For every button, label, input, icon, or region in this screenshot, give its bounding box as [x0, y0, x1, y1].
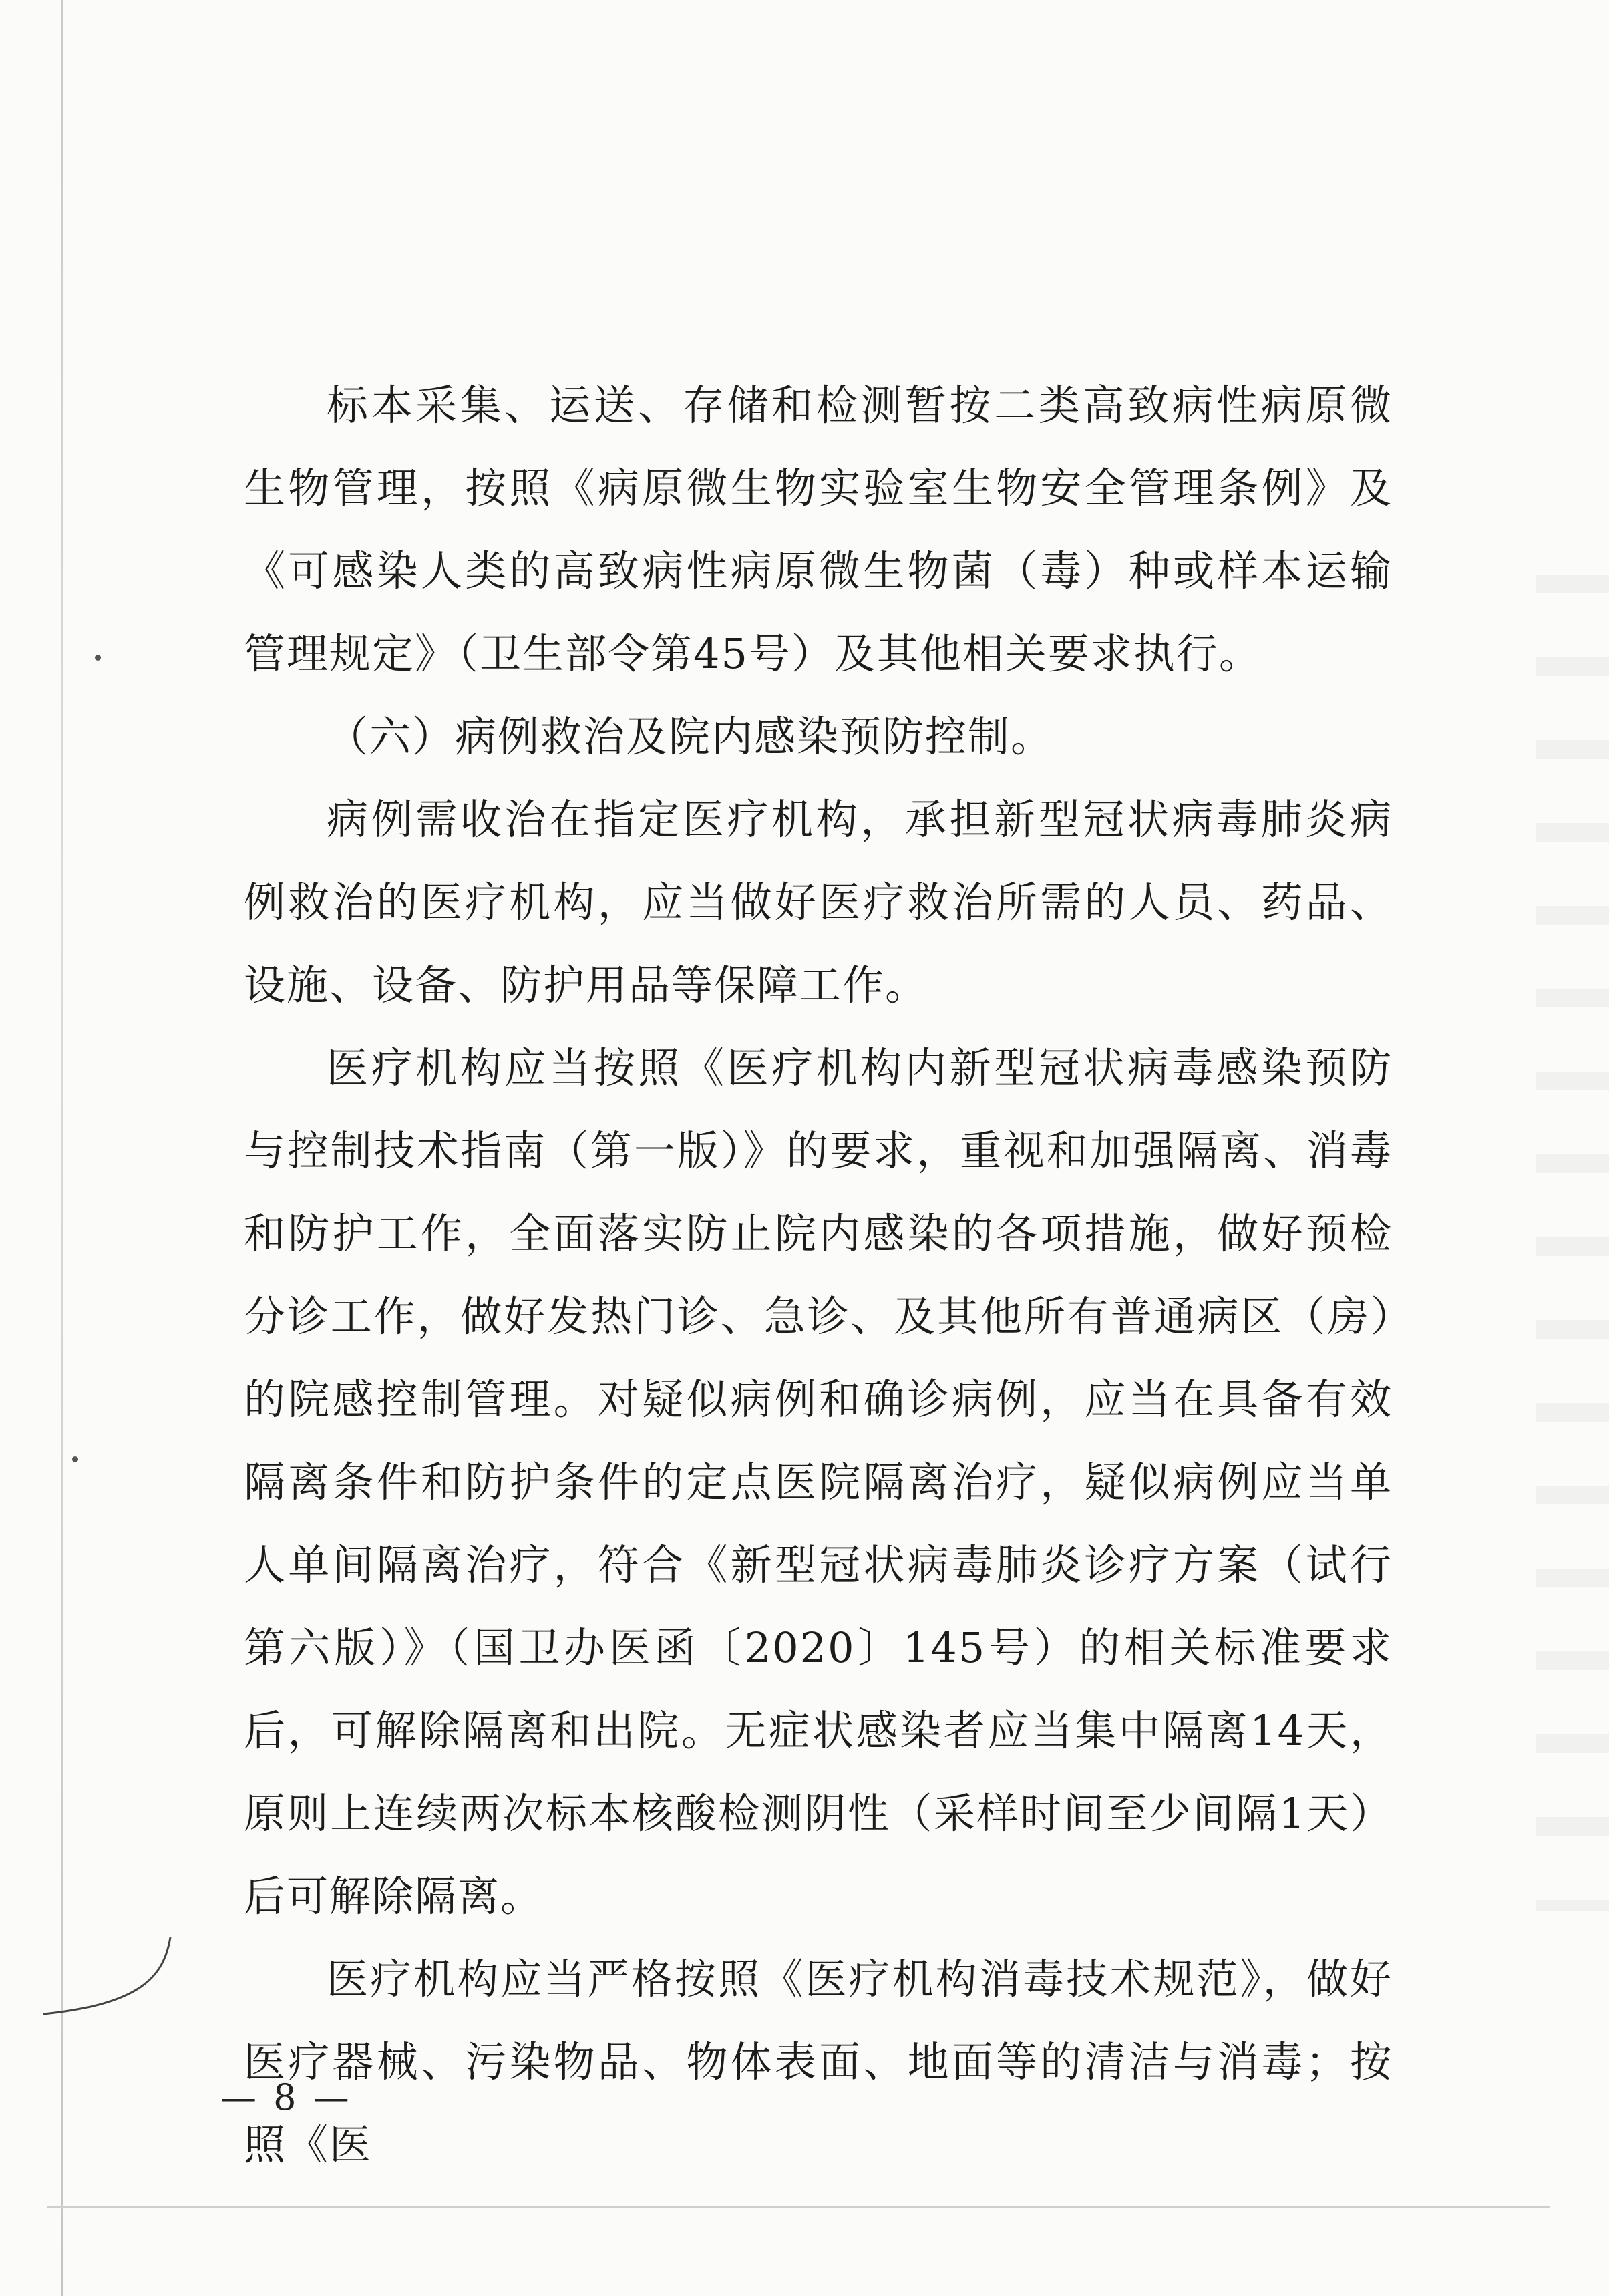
scan-speck	[95, 655, 101, 661]
paragraph-disinfection: 医疗机构应当严格按照《医疗机构消毒技术规范》，做好医疗器械、污染物品、物体表面、地面等的清洁与消毒；按照《医	[244, 1955, 1393, 2169]
scan-speck	[72, 1456, 78, 1462]
paragraph-infection-control: 医疗机构应当按照《医疗机构内新型冠状病毒感染预防与控制技术指南（第一版）》的要求，重视和加强隔离、消毒和防护工作，全面落实防止院内感染的各项措施，做好预检分诊工作，做好发热门诊、急诊、及其他所有普通病区（房）的院感控制管理。对疑似病例和确诊病例，应当在具备有效隔离条件和防护条件的定点医院隔离治疗，疑似病例应当单人单间隔离治疗，符合《新型冠状病毒肺炎诊疗方案（试行第六版）》（国卫办医函〔2020〕145号）的相关标准要求后，可解除隔离和出院。无症状感染者应当集中隔离14天，原则上连续两次标本核酸检测阴性（采样时间至少间隔1天）后可解除隔离。	[244, 1043, 1393, 1921]
page-number: — 8 —	[220, 2076, 352, 2118]
show-through-shadow	[1536, 575, 1609, 1911]
pen-mark-curve	[40, 1931, 180, 2024]
paragraph-specimen-management: 标本采集、运送、存储和检测暂按二类高致病性病原微生物管理，按照《病原微生物实验室生物安全管理条例》及《可感染人类的高致病性病原微生物菌（毒）种或样本运输管理规定》（卫生部令第45号）及其他相关要求执行。	[244, 381, 1393, 678]
paragraph-designated-hospitals: 病例需收治在指定医疗机构，承担新型冠状病毒肺炎病例救治的医疗机构，应当做好医疗救治所需的人员、药品、设施、设备、防护用品等保障工作。	[244, 795, 1393, 1009]
bottom-edge-line	[47, 2206, 1550, 2208]
document-body	[244, 364, 1393, 2186]
section-heading-case-treatment: （六）病例救治及院内感染预防控制。	[327, 712, 1054, 761]
